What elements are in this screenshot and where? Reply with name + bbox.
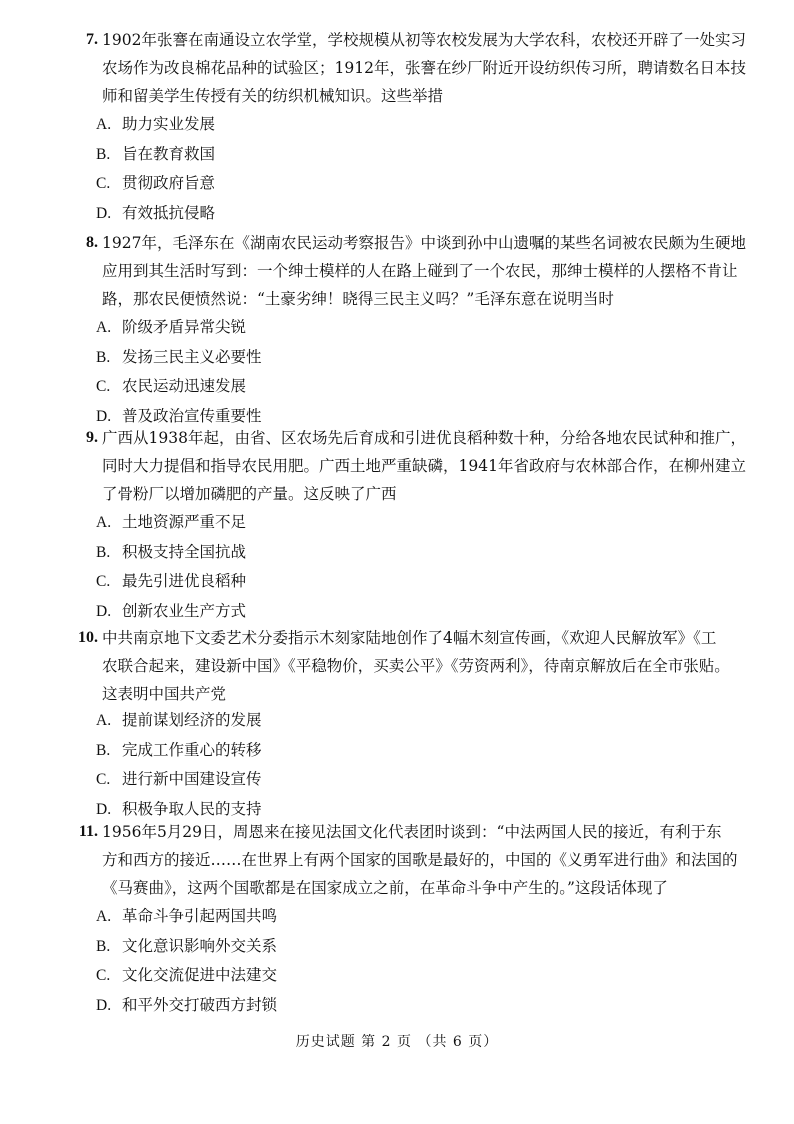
question-stem xyxy=(102,424,752,508)
stem-line: 这表明中国共产党 xyxy=(102,685,227,703)
question-stem xyxy=(102,624,752,708)
option-c: C. 最先引进优良稻种 xyxy=(96,572,247,590)
question-number: 11. xyxy=(78,823,98,840)
stem-line: 《马赛曲》，这两个国歌都是在国家成立之前，在革命斗争中产生的。”这段话体现了 xyxy=(102,879,668,897)
option-c: C. 农民运动迅速发展 xyxy=(96,377,247,395)
option-list xyxy=(96,313,736,431)
option-list xyxy=(96,902,736,1020)
option-d: D. 和平外交打破西方封锁 xyxy=(96,995,278,1014)
question-number: 10. xyxy=(78,629,98,646)
question-number: 7. xyxy=(86,31,98,48)
option-b: B. 发扬三民主义必要性 xyxy=(96,347,262,366)
option-a: A. 土地资源严重不足 xyxy=(96,513,247,531)
option-c: C. 贯彻政府旨意 xyxy=(96,174,216,192)
stem-line: 1902年张謇在南通设立农学堂，学校规模从初等农校发展为大学农科，农校还开辟了一处实习 xyxy=(102,31,746,49)
stem-line: 1927年，毛泽东在《湖南农民运动考察报告》中谈到孙中山遗嘱的某些名词被农民颇为生硬地 xyxy=(102,234,746,252)
option-b: B. 旨在教育救国 xyxy=(96,144,216,163)
question-stem xyxy=(102,229,752,313)
question-number: 9. xyxy=(86,429,98,446)
stem-line: 了骨粉厂以增加磷肥的产量。这反映了广西 xyxy=(102,485,397,503)
option-c: C. 进行新中国建设宣传 xyxy=(96,770,262,788)
stem-line: 方和西方的接近……在世界上有两个国家的国歌是最好的，中国的《义勇军进行曲》和法国的 xyxy=(102,851,738,869)
stem-line: 同时大力提倡和指导农民用肥。广西土地严重缺磷，1941年省政府与农林部合作，在柳州建立 xyxy=(102,457,746,475)
stem-line: 1956年5月29日，周恩来在接见法国文化代表团时谈到：“中法两国人民的接近，有利于东 xyxy=(102,823,722,841)
stem-line: 中共南京地下文委艺术分委指示木刻家陆地创作了4幅木刻宣传画，《欢迎人民解放军》《工 xyxy=(102,629,717,647)
option-b: B. 积极支持全国抗战 xyxy=(96,542,247,561)
option-c: C. 文化交流促进中法建交 xyxy=(96,966,278,984)
option-b: B. 完成工作重心的转移 xyxy=(96,740,262,759)
question-number: 8. xyxy=(86,234,98,251)
option-d: D. 创新农业生产方式 xyxy=(96,601,247,620)
stem-line: 师和留美学生传授有关的纺织机械知识。这些举措 xyxy=(102,87,444,105)
stem-line: 农场作为改良棉花品种的试验区；1912年，张謇在纱厂附近开设纺织传习所，聘请数名日本技 xyxy=(102,59,746,77)
option-list xyxy=(96,706,736,824)
option-list xyxy=(96,508,736,626)
option-a: A. 阶级矛盾异常尖锐 xyxy=(96,318,247,336)
stem-line: 路，那农民便愤然说：“土豪劣绅！晓得三民主义吗？”毛泽东意在说明当时 xyxy=(102,290,614,308)
option-b: B. 文化意识影响外交关系 xyxy=(96,936,278,955)
stem-line: 农联合起来，建设新中国》《平稳物价，买卖公平》《劳资两利》，待南京解放后在全市张贴。 xyxy=(102,657,730,675)
stem-line: 应用到其生活时写到：一个绅士模样的人在路上碰到了一个农民，那绅士模样的人摆格不肯让 xyxy=(102,262,738,280)
option-a: A. 助力实业发展 xyxy=(96,115,216,133)
question-stem xyxy=(102,818,752,902)
option-d: D. 普及政治宣传重要性 xyxy=(96,406,262,425)
question-stem xyxy=(102,26,752,110)
option-d: D. 有效抵抗侵略 xyxy=(96,203,216,222)
option-a: A. 提前谋划经济的发展 xyxy=(96,711,262,729)
page-footer: 历史试题 第 2 页 （共 6 页） xyxy=(295,1034,499,1050)
stem-line: 广西从1938年起，由省、区农场先后育成和引进优良稻种数十种，分给各地农民试种和推广， xyxy=(102,429,746,447)
option-d: D. 积极争取人民的支持 xyxy=(96,799,262,818)
option-list xyxy=(96,110,736,228)
option-a: A. 革命斗争引起两国共鸣 xyxy=(96,907,278,925)
